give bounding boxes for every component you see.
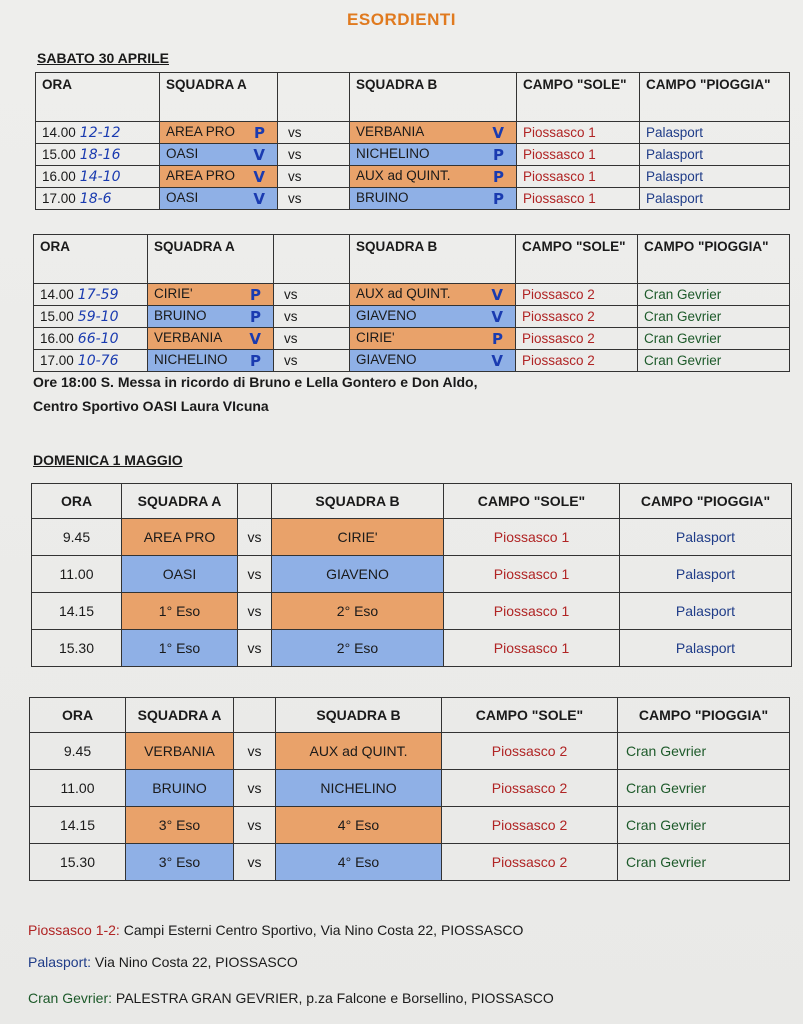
match-time-cell bbox=[36, 122, 160, 144]
campo-pioggia-value: Palasport bbox=[620, 593, 792, 630]
sunday-heading: DOMENICA 1 MAGGIO bbox=[33, 452, 183, 468]
team-a-name: AREA PRO bbox=[166, 123, 236, 139]
handwritten-result-mark: V bbox=[253, 189, 265, 208]
vs-label: vs bbox=[274, 306, 350, 328]
team-a-cell bbox=[160, 188, 278, 210]
legend-piossasco-text: Campi Esterni Centro Sportivo, Via Nino Costa 22, PIOSSASCO bbox=[119, 922, 524, 938]
header-blank bbox=[274, 235, 350, 284]
team-a-name: 3° Eso bbox=[126, 807, 234, 844]
match-time: 11.00 bbox=[30, 770, 126, 807]
campo-sole-value: Piossasco 1 bbox=[444, 556, 620, 593]
handwritten-result-mark: P bbox=[492, 329, 503, 348]
handwritten-result-mark: V bbox=[492, 123, 504, 142]
header-squadra-b: SQUADRA B bbox=[272, 484, 444, 519]
header-squadra-a: SQUADRA A bbox=[122, 484, 238, 519]
header-campo-pioggia: CAMPO "PIOGGIA" bbox=[618, 698, 790, 733]
match-time: 14.00 bbox=[42, 124, 76, 140]
campo-sole-value: Piossasco 2 bbox=[442, 844, 618, 881]
team-b-name: NICHELINO bbox=[276, 770, 442, 807]
match-time: 17.00 bbox=[40, 352, 74, 368]
team-b-name: 4° Eso bbox=[276, 807, 442, 844]
handwritten-score: 59-10 bbox=[77, 308, 119, 325]
campo-sole-value: Piossasco 1 bbox=[444, 519, 620, 556]
table-header-row bbox=[36, 73, 790, 122]
match-time-cell bbox=[36, 188, 160, 210]
campo-sole-value: Piossasco 2 bbox=[442, 733, 618, 770]
match-time-cell bbox=[36, 144, 160, 166]
handwritten-result-mark: V bbox=[491, 307, 503, 326]
campo-pioggia-value: Cran Gevrier bbox=[638, 284, 790, 306]
team-a-name: AREA PRO bbox=[166, 167, 236, 183]
handwritten-result-mark: P bbox=[250, 307, 261, 326]
header-campo-sole: CAMPO "SOLE" bbox=[442, 698, 618, 733]
team-b-cell bbox=[350, 166, 517, 188]
vs-label: vs bbox=[234, 770, 276, 807]
team-b-cell bbox=[350, 144, 517, 166]
team-a-name: BRUINO bbox=[154, 307, 207, 323]
team-a-cell bbox=[148, 284, 274, 306]
team-b-cell bbox=[350, 188, 517, 210]
team-b-name: NICHELINO bbox=[356, 145, 430, 161]
match-row bbox=[30, 844, 790, 881]
campo-pioggia-value: Cran Gevrier bbox=[618, 844, 790, 881]
team-b-name: 2° Eso bbox=[272, 593, 444, 630]
team-a-cell bbox=[160, 144, 278, 166]
campo-sole-value: Piossasco 2 bbox=[516, 328, 638, 350]
vs-label: vs bbox=[274, 328, 350, 350]
campo-sole-value: Piossasco 1 bbox=[444, 593, 620, 630]
match-time: 11.00 bbox=[32, 556, 122, 593]
header-ora: ORA bbox=[30, 698, 126, 733]
match-row bbox=[36, 188, 790, 210]
mass-note bbox=[33, 370, 477, 418]
team-a-name: VERBANIA bbox=[154, 329, 223, 345]
header-ora: ORA bbox=[32, 484, 122, 519]
team-b-name: GIAVENO bbox=[356, 307, 417, 323]
sunday-table-1 bbox=[31, 483, 792, 667]
handwritten-score: 18-6 bbox=[79, 190, 112, 207]
match-row bbox=[32, 519, 792, 556]
vs-label: vs bbox=[238, 519, 272, 556]
team-b-name: 2° Eso bbox=[272, 630, 444, 667]
mass-note-line-1: Ore 18:00 S. Messa in ricordo di Bruno e Lella Gontero e Don Aldo, bbox=[33, 374, 478, 390]
team-b-name: CIRIE' bbox=[272, 519, 444, 556]
team-a-name: OASI bbox=[166, 189, 199, 205]
vs-label: vs bbox=[278, 188, 350, 210]
match-row bbox=[36, 122, 790, 144]
team-a-name: 1° Eso bbox=[122, 593, 238, 630]
team-a-cell bbox=[148, 350, 274, 372]
legend-palasport bbox=[28, 954, 298, 970]
vs-label: vs bbox=[234, 807, 276, 844]
campo-pioggia-value: Cran Gevrier bbox=[618, 770, 790, 807]
match-row bbox=[32, 630, 792, 667]
campo-sole-value: Piossasco 1 bbox=[517, 144, 640, 166]
vs-label: vs bbox=[278, 144, 350, 166]
legend-palasport-label: Palasport: bbox=[28, 954, 92, 970]
handwritten-result-mark: P bbox=[493, 189, 504, 208]
saturday-table-1 bbox=[35, 72, 790, 210]
match-time-cell bbox=[34, 328, 148, 350]
header-campo-pioggia: CAMPO "PIOGGIA" bbox=[638, 235, 790, 284]
header-blank bbox=[278, 73, 350, 122]
match-row bbox=[30, 770, 790, 807]
match-time: 9.45 bbox=[30, 733, 126, 770]
team-b-name: GIAVENO bbox=[356, 351, 417, 367]
handwritten-score: 14-10 bbox=[79, 168, 121, 185]
handwritten-result-mark: P bbox=[254, 123, 265, 142]
team-b-cell bbox=[350, 350, 516, 372]
match-time: 15.00 bbox=[42, 146, 76, 162]
page-title: ESORDIENTI bbox=[347, 10, 456, 29]
campo-pioggia-value: Cran Gevrier bbox=[618, 733, 790, 770]
legend-cran-text: PALESTRA GRAN GEVRIER, p.za Falcone e Borsellino, PIOSSASCO bbox=[112, 990, 554, 1006]
team-a-name: 3° Eso bbox=[126, 844, 234, 881]
campo-sole-value: Piossasco 1 bbox=[444, 630, 620, 667]
team-b-name: AUX ad QUINT. bbox=[276, 733, 442, 770]
header-squadra-b: SQUADRA B bbox=[350, 235, 516, 284]
match-time-cell bbox=[34, 306, 148, 328]
campo-sole-value: Piossasco 2 bbox=[516, 350, 638, 372]
match-time: 17.00 bbox=[42, 190, 76, 206]
handwritten-result-mark: V bbox=[253, 145, 265, 164]
match-row bbox=[34, 350, 790, 372]
team-b-cell bbox=[350, 306, 516, 328]
header-squadra-a: SQUADRA A bbox=[126, 698, 234, 733]
team-b-name: CIRIE' bbox=[356, 329, 395, 345]
handwritten-score: 18-16 bbox=[79, 146, 121, 163]
header-squadra-a: SQUADRA A bbox=[148, 235, 274, 284]
campo-pioggia-value: Palasport bbox=[620, 519, 792, 556]
campo-sole-value: Piossasco 2 bbox=[442, 770, 618, 807]
match-time-cell bbox=[34, 284, 148, 306]
match-time-cell bbox=[36, 166, 160, 188]
team-a-name: VERBANIA bbox=[126, 733, 234, 770]
handwritten-score: 12-12 bbox=[79, 124, 121, 141]
header-squadra-b: SQUADRA B bbox=[350, 73, 517, 122]
team-b-cell bbox=[350, 122, 517, 144]
team-b-cell bbox=[350, 328, 516, 350]
campo-pioggia-value: Palasport bbox=[620, 630, 792, 667]
campo-pioggia-value: Cran Gevrier bbox=[618, 807, 790, 844]
match-time: 14.00 bbox=[40, 286, 74, 302]
team-a-cell bbox=[148, 306, 274, 328]
legend-cran-gevrier bbox=[28, 990, 554, 1006]
vs-label: vs bbox=[278, 166, 350, 188]
handwritten-result-mark: V bbox=[253, 167, 265, 186]
campo-pioggia-value: Cran Gevrier bbox=[638, 350, 790, 372]
campo-pioggia-value: Palasport bbox=[640, 144, 790, 166]
table-header-row bbox=[30, 698, 790, 733]
header-blank bbox=[234, 698, 276, 733]
header-campo-sole: CAMPO "SOLE" bbox=[444, 484, 620, 519]
team-a-cell bbox=[160, 122, 278, 144]
header-squadra-a: SQUADRA A bbox=[160, 73, 278, 122]
vs-label: vs bbox=[234, 844, 276, 881]
team-b-name: AUX ad QUINT. bbox=[356, 167, 451, 183]
vs-label: vs bbox=[274, 350, 350, 372]
vs-label: vs bbox=[234, 733, 276, 770]
team-b-name: 4° Eso bbox=[276, 844, 442, 881]
campo-sole-value: Piossasco 1 bbox=[517, 122, 640, 144]
vs-label: vs bbox=[238, 593, 272, 630]
handwritten-result-mark: P bbox=[493, 167, 504, 186]
handwritten-result-mark: P bbox=[493, 145, 504, 164]
legend-piossasco-label: Piossasco 1-2: bbox=[28, 922, 120, 938]
match-row bbox=[34, 284, 790, 306]
campo-sole-value: Piossasco 2 bbox=[516, 284, 638, 306]
campo-pioggia-value: Palasport bbox=[620, 556, 792, 593]
saturday-heading: SABATO 30 APRILE bbox=[37, 50, 169, 66]
match-row bbox=[30, 807, 790, 844]
legend-palasport-text: Via Nino Costa 22, PIOSSASCO bbox=[91, 954, 298, 970]
header-blank bbox=[238, 484, 272, 519]
handwritten-result-mark: V bbox=[491, 351, 503, 370]
match-time: 15.00 bbox=[40, 308, 74, 324]
team-a-name: BRUINO bbox=[126, 770, 234, 807]
team-a-name: OASI bbox=[166, 145, 199, 161]
match-time: 15.30 bbox=[30, 844, 126, 881]
team-a-name: CIRIE' bbox=[154, 285, 193, 301]
handwritten-result-mark: V bbox=[249, 329, 261, 348]
campo-sole-value: Piossasco 1 bbox=[517, 166, 640, 188]
team-a-name: 1° Eso bbox=[122, 630, 238, 667]
vs-label: vs bbox=[238, 556, 272, 593]
campo-pioggia-value: Palasport bbox=[640, 188, 790, 210]
match-time: 14.15 bbox=[32, 593, 122, 630]
match-row bbox=[36, 144, 790, 166]
campo-sole-value: Piossasco 1 bbox=[517, 188, 640, 210]
team-a-name: AREA PRO bbox=[122, 519, 238, 556]
sunday-table-2 bbox=[29, 697, 790, 881]
header-campo-sole: CAMPO "SOLE" bbox=[517, 73, 640, 122]
legend-cran-label: Cran Gevrier: bbox=[28, 990, 113, 1006]
handwritten-result-mark: V bbox=[491, 285, 503, 304]
campo-pioggia-value: Palasport bbox=[640, 166, 790, 188]
team-a-name: OASI bbox=[122, 556, 238, 593]
vs-label: vs bbox=[278, 122, 350, 144]
handwritten-result-mark: P bbox=[250, 285, 261, 304]
vs-label: vs bbox=[274, 284, 350, 306]
team-b-name: AUX ad QUINT. bbox=[356, 285, 451, 301]
match-row bbox=[34, 306, 790, 328]
match-time: 14.15 bbox=[30, 807, 126, 844]
match-time-cell bbox=[34, 350, 148, 372]
mass-note-line-2: Centro Sportivo OASI Laura VIcuna bbox=[33, 398, 269, 414]
match-row bbox=[30, 733, 790, 770]
team-b-name: GIAVENO bbox=[272, 556, 444, 593]
saturday-table-2 bbox=[33, 234, 790, 372]
campo-sole-value: Piossasco 2 bbox=[516, 306, 638, 328]
campo-pioggia-value: Cran Gevrier bbox=[638, 328, 790, 350]
match-row bbox=[32, 556, 792, 593]
vs-label: vs bbox=[238, 630, 272, 667]
team-b-name: BRUINO bbox=[356, 189, 409, 205]
match-row bbox=[32, 593, 792, 630]
header-campo-sole: CAMPO "SOLE" bbox=[516, 235, 638, 284]
handwritten-score: 17-59 bbox=[77, 286, 119, 303]
match-row bbox=[36, 166, 790, 188]
team-b-cell bbox=[350, 284, 516, 306]
handwritten-score: 66-10 bbox=[77, 330, 119, 347]
table-header-row bbox=[34, 235, 790, 284]
legend-piossasco bbox=[28, 922, 523, 938]
team-a-cell bbox=[160, 166, 278, 188]
header-campo-pioggia: CAMPO "PIOGGIA" bbox=[620, 484, 792, 519]
match-time: 15.30 bbox=[32, 630, 122, 667]
header-squadra-b: SQUADRA B bbox=[276, 698, 442, 733]
match-time: 16.00 bbox=[40, 330, 74, 346]
campo-pioggia-value: Palasport bbox=[640, 122, 790, 144]
campo-sole-value: Piossasco 2 bbox=[442, 807, 618, 844]
header-ora: ORA bbox=[36, 73, 160, 122]
header-ora: ORA bbox=[34, 235, 148, 284]
table-header-row bbox=[32, 484, 792, 519]
match-time: 16.00 bbox=[42, 168, 76, 184]
match-time: 9.45 bbox=[32, 519, 122, 556]
match-row bbox=[34, 328, 790, 350]
handwritten-result-mark: P bbox=[250, 351, 261, 370]
team-a-name: NICHELINO bbox=[154, 351, 228, 367]
header-campo-pioggia: CAMPO "PIOGGIA" bbox=[640, 73, 790, 122]
team-b-name: VERBANIA bbox=[356, 123, 425, 139]
campo-pioggia-value: Cran Gevrier bbox=[638, 306, 790, 328]
team-a-cell bbox=[148, 328, 274, 350]
handwritten-score: 10-76 bbox=[77, 352, 119, 369]
